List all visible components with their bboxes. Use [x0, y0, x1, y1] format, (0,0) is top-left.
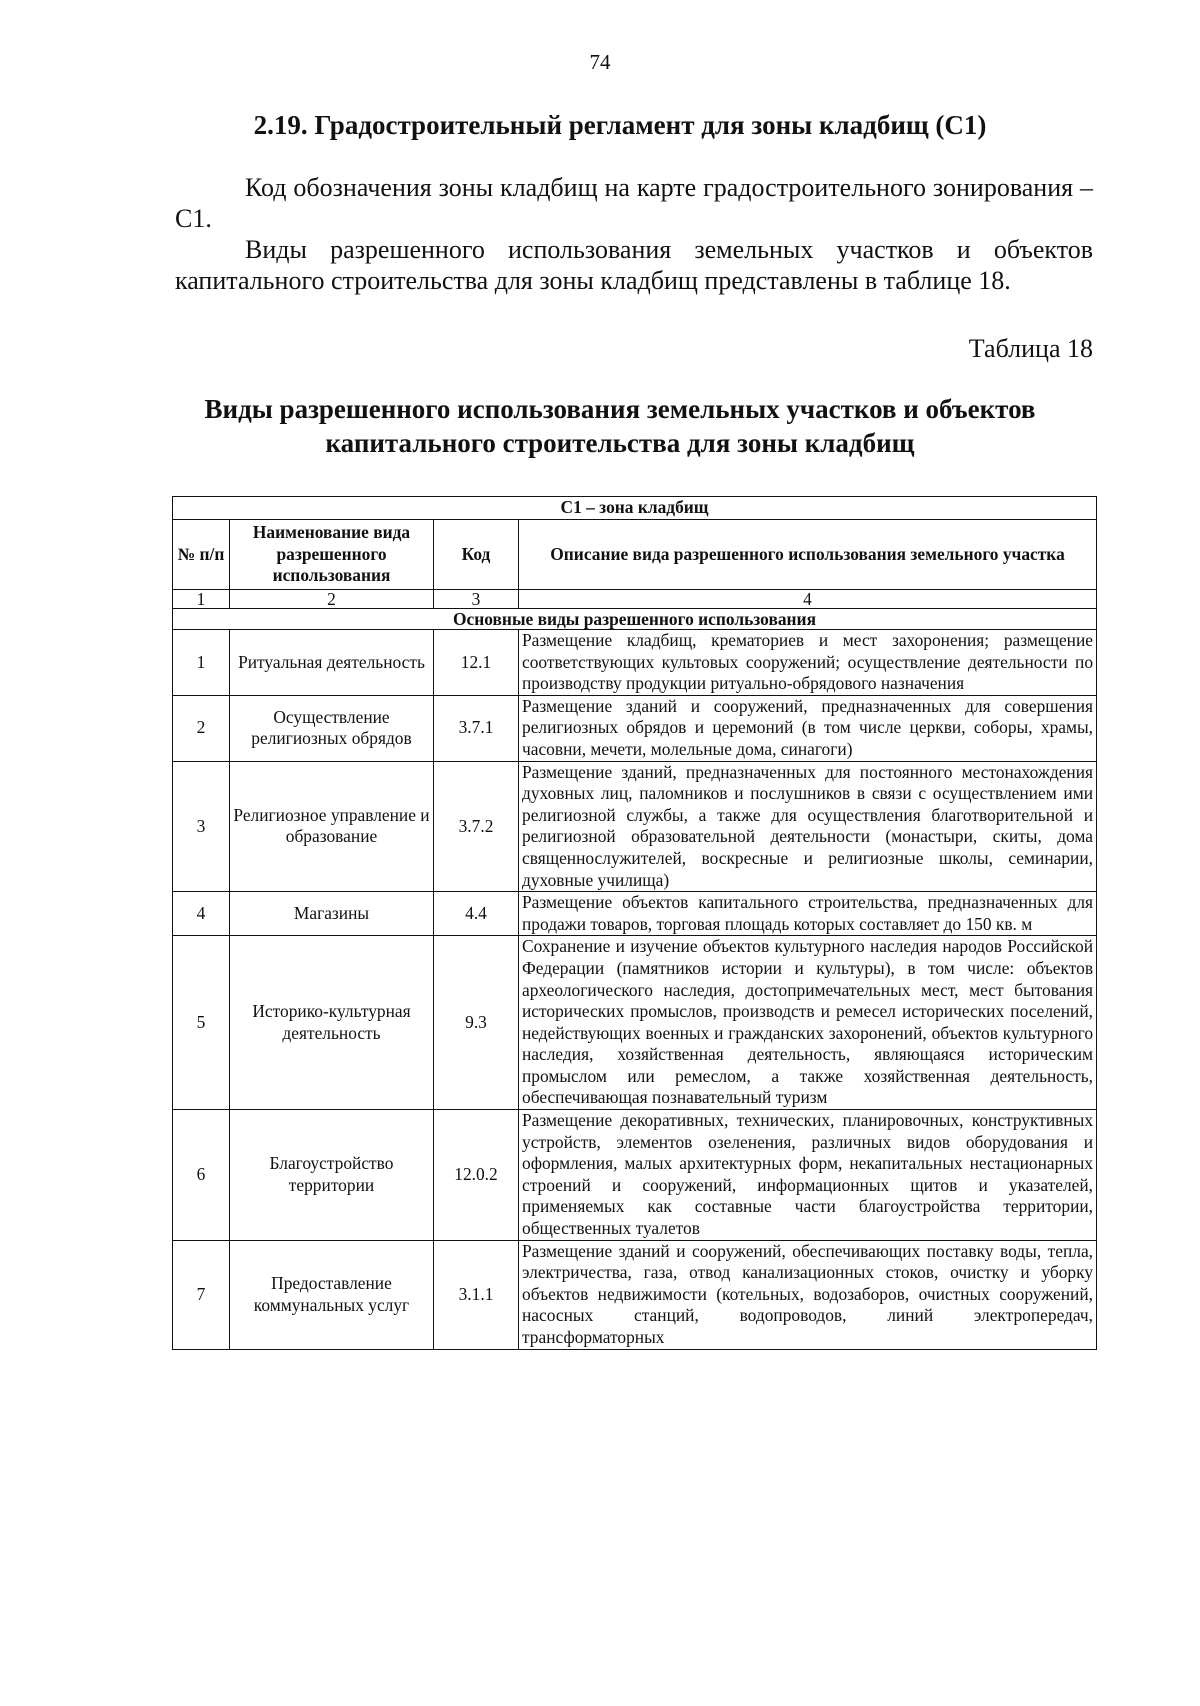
use-code: 4.4 [434, 892, 519, 936]
paragraph-permitted-uses: Виды разрешенного использования земельных участков и объектов капитального строительства для зоны кладбищ представлены в таблице 18. [175, 235, 1093, 295]
zone-header-row [173, 497, 1097, 520]
use-description: Размещение зданий и сооружений, обеспечивающих поставку воды, тепла, электричества, газа, отвод канализационных стоков, очистку и уборку объектов недвижимости (котельных, водозаборов, очистных сооружений, насосных станций, водопроводов, линий электропередач, трансформаторных [519, 1240, 1097, 1349]
use-description: Сохранение и изучение объектов культурного наследия народов Российской Федерации (памятников истории и культуры), в том числе: объектов археологического наследия, достопримечательных мест, мест бытования исторических промыслов, производств и ремесел исторических поселений, недействующих военных и гражданских захоронений, объектов культурного наследия, хозяйственная деятельность, являющаяся историческим промыслом или ремеслом, а также хозяйственная деятельность, обеспечивающая познавательный туризм [519, 936, 1097, 1110]
use-code: 3.1.1 [434, 1240, 519, 1349]
section-row [173, 609, 1097, 630]
table-number: Таблица 18 [968, 334, 1093, 363]
header-name: Наименование вида разрешенного использования [230, 520, 434, 590]
row-number: 2 [173, 695, 230, 761]
use-code: 12.0.2 [434, 1110, 519, 1241]
column-number: 3 [434, 590, 519, 609]
use-name: Магазины [230, 892, 434, 936]
column-header-row [173, 520, 1097, 590]
row-number: 6 [173, 1110, 230, 1241]
row-number: 1 [173, 630, 230, 696]
header-num: № п/п [173, 520, 230, 590]
row-number: 4 [173, 892, 230, 936]
zone-header: С1 – зона кладбищ [173, 497, 1097, 520]
table-row [173, 1110, 1097, 1241]
table-row [173, 695, 1097, 761]
column-number: 4 [519, 590, 1097, 609]
use-code: 12.1 [434, 630, 519, 696]
header-code: Код [434, 520, 519, 590]
use-description: Размещение кладбищ, крематориев и мест захоронения; размещение соответствующих культовых сооружений; осуществление деятельности по производству продукции ритуально-обрядового назначения [519, 630, 1097, 696]
use-name: Осуществление религиозных обрядов [230, 695, 434, 761]
column-number-row [173, 590, 1097, 609]
table-row [173, 1240, 1097, 1349]
use-description: Размещение зданий и сооружений, предназначенных для совершения религиозных обрядов и церемоний (в том числе церкви, соборы, храмы, часовни, мечети, молельные дома, синагоги) [519, 695, 1097, 761]
use-description: Размещение зданий, предназначенных для постоянного местонахождения духовных лиц, паломников и послушников в связи с осуществлением ими религиозной службы, а также для осуществления благотворительной и религиозной образовательной деятельности (монастыри, скиты, дома священнослужителей, воскресные и религиозные школы, семинарии, духовные училища) [519, 761, 1097, 892]
use-description: Размещение объектов капитального строительства, предназначенных для продажи товаров, торговая площадь которых составляет до 150 кв. м [519, 892, 1097, 936]
use-code: 9.3 [434, 936, 519, 1110]
use-name: Ритуальная деятельность [230, 630, 434, 696]
use-code: 3.7.2 [434, 761, 519, 892]
section-header: Основные виды разрешенного использования [173, 609, 1097, 630]
row-number: 5 [173, 936, 230, 1110]
table-title: Виды разрешенного использования земельных участков и объектов капитального строительства для зоны кладбищ [204, 394, 1036, 458]
paragraph-zone-code: Код обозначения зоны кладбищ на карте градостроительного зонирования – С1. [175, 173, 1093, 233]
table-row [173, 936, 1097, 1110]
use-name: Благоустройство территории [230, 1110, 434, 1241]
use-description: Размещение декоративных, технических, планировочных, конструктивных устройств, элементов озеленения, различных видов оборудования и оформления, малых архитектурных форм, некапитальных нестационарных строений и сооружений, информационных щитов и указателей, применяемых как составные части благоустройства территории, общественных туалетов [519, 1110, 1097, 1241]
table-row [173, 630, 1097, 696]
page-number: 74 [589, 50, 611, 74]
column-number: 1 [173, 590, 230, 609]
use-name: Религиозное управление и образование [230, 761, 434, 892]
use-name: Историко-культурная деятельность [230, 936, 434, 1110]
section-heading: 2.19. Градостроительный регламент для зоны кладбищ (С1) [253, 110, 987, 140]
table-row [173, 761, 1097, 892]
row-number: 3 [173, 761, 230, 892]
column-number: 2 [230, 590, 434, 609]
use-name: Предоставление коммунальных услуг [230, 1240, 434, 1349]
row-number: 7 [173, 1240, 230, 1349]
header-desc: Описание вида разрешенного использования земельного участка [519, 520, 1097, 590]
table-row [173, 892, 1097, 936]
permitted-uses-table [172, 496, 1097, 1350]
use-code: 3.7.1 [434, 695, 519, 761]
